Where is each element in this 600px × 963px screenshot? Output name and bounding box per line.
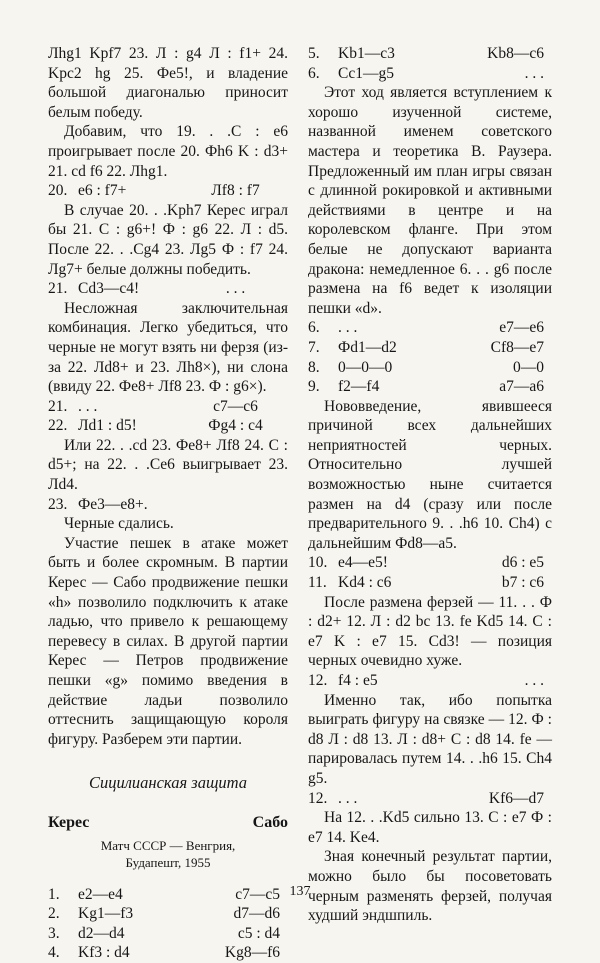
event-line: Будапешт, 1955: [125, 854, 211, 870]
paragraph: Зная конечный результат партии, можно было бы посоветовать черным разменять ферзей, получая худший эндшпиль.: [308, 848, 552, 925]
white-move: . . .: [338, 789, 358, 807]
black-move: 0—0: [513, 358, 544, 376]
black-move: a7—a6: [499, 378, 544, 396]
move-number: 10.: [308, 554, 328, 572]
black-move: [183, 495, 288, 515]
paragraph: Несложная заключительная комбинация. Легко убедиться, что черные не могут взять ни ферзя (из-за 22. Лd8+ и 23. Лh8×), ни слона (ввиду 22. Фe8+ Лf8 23. Ф : g6×).: [48, 299, 288, 396]
move-number: 23.: [48, 495, 68, 513]
paragraph: Этот ход является вступлением к хорошо изученной системе, названной именем советского мастера и теоретика В. Раузера. Предложенный им план игры связан с длинной рокировкой и активными действиями в центре и на королевском фланге. При этом белые не допускают варианта дракона: немедленное 6. . . g6 после размена на f6 ведет к изоляции пешки «d».: [308, 84, 552, 317]
move-number: 21.: [48, 397, 68, 415]
move-line: [48, 924, 288, 944]
players-header: [48, 813, 288, 833]
black-move: b7 : c6: [501, 574, 544, 592]
paragraph: Добавим, что 19. . .C : e6 проигрывает после 20. Фh6 K : d3+ 21. cd f6 22. Лhg1.: [48, 123, 288, 180]
paragraph: На 12. . .Kd5 сильно 13. C : e7 Ф : e7 14. Ke4.: [308, 809, 552, 846]
move-line: [48, 181, 288, 201]
white-move: Фe3—e8+.: [78, 495, 148, 513]
white-move: Kf3 : d4: [78, 944, 130, 962]
black-move: Лf8 : f7: [211, 182, 260, 200]
paragraph: Именно так, ибо попытка выиграть фигуру на связке — 12. Ф : d8 Л : d8 13. Л : d8+ C : d8 14. fe — парировалась путем 14. . .h6 15. Ch4 g5.: [308, 691, 552, 787]
move-line: [48, 416, 288, 436]
right-column: [308, 44, 552, 926]
black-move: d6 : e5: [501, 554, 544, 572]
black-move: . . .: [524, 672, 544, 689]
paragraph: После размена ферзей — 11. . . Ф : d2+ 12. Л : d2 bc 13. fe Kd5 14. C : e7 K : e7 15. Cd3! — позиция черных очевидно хуже.: [308, 593, 552, 670]
move-line: [48, 495, 288, 515]
white-move: Cd3—c4!: [78, 280, 140, 298]
move-line: [48, 943, 288, 963]
white-move: . . .: [338, 319, 358, 337]
paragraph: Нововведение, явившееся причиной всех дальнейших неприятностей черных. Относительно лучшей возможностью ныне считается размен на d4 (сразу или после предварительного 9. . .h6 10. Ch4) с дальнейшим Фd8—a5.: [308, 397, 552, 552]
black-move: d7—d6: [233, 905, 280, 923]
black-move: c5 : d4: [237, 924, 280, 942]
paragraph: Участие пешек в атаке может быть и более скромным. В партии Керес — Сабо продвижение пешки «h» позволило подключить к атаке ладью, что привело к решающему перевесу в силах. В другой партии Керес — Петров продвижение пешки «g» помимо введения в действие ладьи позволило оттеснить защищающую короля фигуру. Разберем эти партии.: [48, 534, 288, 748]
move-line: [48, 904, 288, 924]
move-line: [48, 279, 288, 299]
white-move: e2—e4: [78, 885, 123, 903]
white-move: d2—d4: [78, 924, 125, 942]
move-number: 20.: [48, 182, 68, 200]
white-move: . . .: [78, 397, 98, 415]
white-move: Kb1—c3: [338, 45, 395, 62]
black-move: Kf6—d7: [488, 789, 544, 807]
move-number: 4.: [48, 944, 60, 962]
black-move: Cf8—e7: [490, 338, 544, 356]
page-number: 137: [289, 884, 311, 899]
white-move: Kd4 : c6: [338, 574, 392, 592]
black-move: c7—c6: [213, 397, 258, 415]
black-move: Kg8—f6: [224, 944, 280, 962]
move-number: 12.: [308, 672, 328, 689]
move-number: 8.: [308, 358, 320, 376]
white-move: 0—0—0: [338, 358, 393, 376]
move-line: [308, 671, 552, 691]
black-move: . . .: [225, 280, 246, 298]
move-number: 3.: [48, 924, 60, 942]
white-move: f4 : e5: [338, 672, 378, 689]
move-line: [308, 44, 552, 64]
black-move: c7—c5: [235, 885, 280, 903]
paragraph: Лhg1 Kpf7 23. Л : g4 Л : f1+ 24. Kpc2 hg 25. Фe5!, и владение большой диагональю приносит белым победу.: [48, 45, 288, 121]
move-number: 22.: [48, 417, 68, 435]
white-move: f2—f4: [338, 378, 380, 396]
paragraph: В случае 20. . .Kph7 Керес играл бы 21. C : g6+! Ф : g6 22. Л : d5. После 22. . .Cg4 23. Лg5 Ф : f7 24. Лg7+ белые должны победить.: [48, 201, 288, 278]
event-info: [48, 837, 288, 871]
white-move: Kg1—f3: [78, 905, 134, 923]
move-number: 7.: [308, 338, 320, 356]
move-number: 5.: [308, 45, 320, 62]
move-number: 1.: [48, 885, 60, 903]
move-number: 6.: [308, 64, 320, 82]
move-number: 11.: [308, 574, 327, 592]
white-player: Керес: [48, 813, 90, 831]
move-line: [308, 318, 552, 338]
move-line: [308, 377, 552, 397]
move-line: [308, 789, 552, 809]
move-line: [308, 64, 552, 84]
move-number: 2.: [48, 905, 60, 923]
left-column: [48, 44, 288, 963]
paragraph: Или 22. . .cd 23. Фe8+ Лf8 24. C : d5+; на 22. . .Ce6 выигрывает 23. Лd4.: [48, 436, 288, 494]
paragraph: Черные сдались.: [64, 515, 174, 533]
white-move: e4—e5!: [338, 554, 388, 572]
black-move: Kb8—c6: [487, 45, 544, 62]
black-move: . . .: [524, 64, 544, 82]
white-move: e6 : f7+: [78, 182, 127, 200]
opening-title: Сицилианская защита: [88, 773, 248, 793]
event-line: Матч СССР — Венгрия,: [100, 837, 236, 853]
black-player: Сабо: [252, 813, 288, 831]
white-move: Cc1—g5: [338, 64, 394, 82]
move-line: [308, 338, 552, 358]
white-move: Фd1—d2: [338, 338, 397, 356]
white-move: Лd1 : d5!: [78, 417, 137, 435]
move-line: [308, 573, 552, 593]
move-line: [308, 358, 552, 378]
black-move: Фg4 : c4: [208, 417, 263, 435]
move-number: 21.: [48, 280, 68, 298]
move-line: [308, 553, 552, 573]
black-move: e7—e6: [499, 319, 544, 337]
move-number: 12.: [308, 789, 328, 807]
move-line: [48, 397, 288, 417]
move-number: 6.: [308, 319, 320, 337]
move-number: 9.: [308, 378, 320, 396]
